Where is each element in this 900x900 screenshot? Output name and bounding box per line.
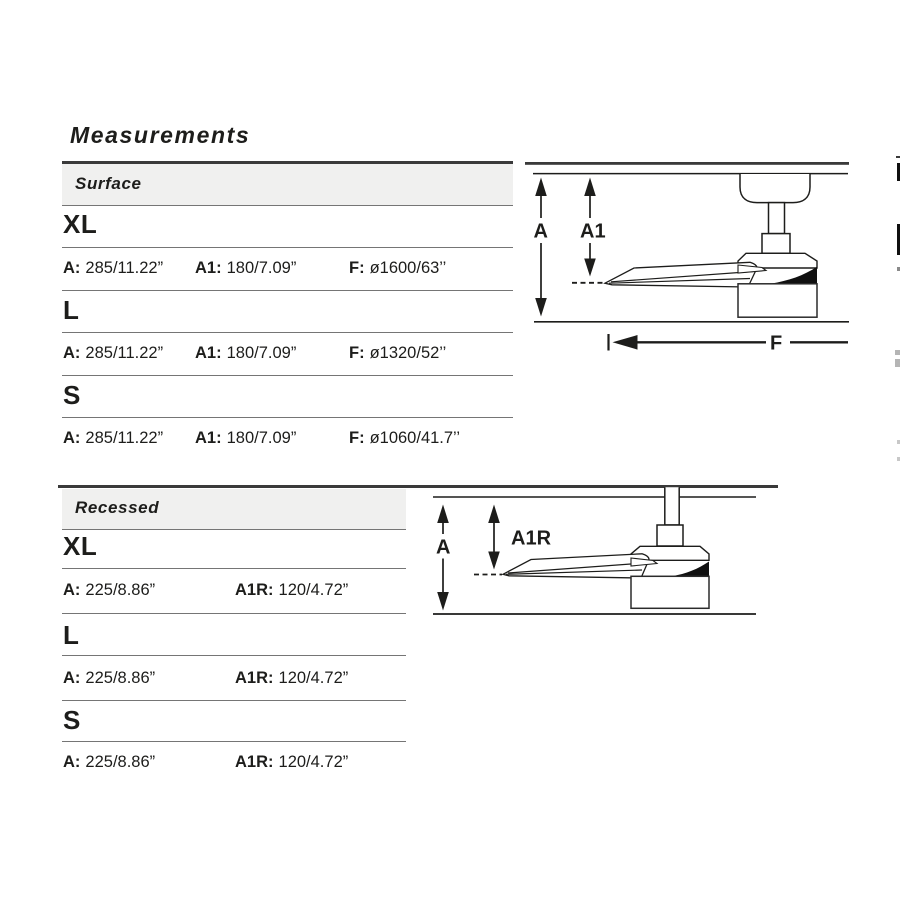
spec-label: A: [63,259,81,277]
spec-a1r [235,580,348,600]
spec-a [63,343,163,363]
spec-value: 120/4.72” [278,581,349,599]
spec-value: ø1600/63’’ [369,259,447,277]
canopy [740,174,810,203]
surface-size-l: L [63,295,80,325]
spec-a [63,580,155,600]
rod-coupler [762,234,790,254]
spec-value: ø1060/41.7’’ [369,429,461,447]
spec-label: A: [63,581,81,599]
dimension-arrow-f [609,334,849,351]
spec-value: 180/7.09” [226,259,297,277]
recessed-size-xl: XL [63,531,98,561]
spec-value: 225/8.86” [85,581,156,599]
spec-label: A1R: [235,669,274,687]
rule [62,613,406,614]
spec-value: 180/7.09” [226,429,297,447]
spec-a [63,752,155,772]
rule [62,568,406,569]
dim-label-a: A [533,220,548,243]
spec-a1r [235,752,348,772]
spec-f [349,428,460,448]
dimension-arrow-a [535,178,547,317]
dimension-arrow-a1r [488,505,500,570]
spec-value: 285/11.22” [85,429,164,447]
spec-a1 [195,258,296,278]
spec-a1r [235,668,348,688]
spec-value: 120/4.72” [278,669,349,687]
spec-value: 120/4.72” [278,753,349,771]
motor-body [631,576,709,608]
recessed-size-s: S [63,705,81,735]
dim-label-f: F [770,332,783,355]
spec-a1 [195,428,296,448]
spec-label: A: [63,753,81,771]
rule [62,417,513,418]
dim-label-a1r: A1R [511,527,552,550]
recessed-mount-diagram [425,480,765,622]
rule [62,700,406,701]
rule [62,529,406,530]
spec-label: A1R: [235,581,274,599]
ceiling-lines [525,162,849,174]
fan-blade [503,554,657,578]
rule [62,741,406,742]
rule [62,375,513,376]
cropped-edge-fragment [895,350,900,355]
hub-shade [672,562,709,577]
spec-value: 180/7.09” [226,344,297,362]
surface-size-s: S [63,380,81,410]
dim-label-a1: A1 [580,220,606,243]
spec-label: F: [349,429,365,447]
spec-label: A1: [195,344,222,362]
page-title: Measurements [70,122,251,148]
spec-label: F: [349,259,365,277]
rule [62,247,513,248]
spec-a1 [195,343,296,363]
motor-body [738,284,817,317]
cropped-edge-fragment [896,156,900,159]
spec-f [349,258,446,278]
recessed-l-specs [0,668,900,688]
surface-s-specs [0,428,900,448]
surface-header-band [62,164,513,205]
spec-label: A1R: [235,753,274,771]
spec-label: A1: [195,259,222,277]
spec-a [63,258,163,278]
dim-label-a: A [436,536,451,559]
spec-label: A: [63,429,81,447]
surface-size-xl: XL [63,209,98,239]
spec-label: F: [349,344,365,362]
spec-value: 285/11.22” [85,259,164,277]
spec-a [63,428,163,448]
rule [62,205,513,206]
rod-coupler [657,525,683,546]
rule [62,290,513,291]
surface-header-label: Surface [75,173,142,193]
spec-f [349,343,446,363]
cropped-edge-fragment [895,359,900,367]
spec-a [63,668,155,688]
surface-mount-diagram [520,155,855,360]
downrod [769,203,785,234]
spec-value: ø1320/52’’ [369,344,447,362]
spec-label: A: [63,669,81,687]
recessed-header-band [62,489,406,529]
spec-label: A1: [195,429,222,447]
recessed-s-specs [0,752,900,772]
spec-value: 225/8.86” [85,669,156,687]
spec-value: 285/11.22” [85,344,164,362]
recessed-header-label: Recessed [75,498,160,518]
recessed-size-l: L [63,620,80,650]
spec-value: 225/8.86” [85,753,156,771]
cropped-edge-fragment [897,163,900,181]
downrod [665,487,679,525]
hub-shade [771,267,817,284]
rule [62,332,513,333]
spec-label: A: [63,344,81,362]
rule [62,655,406,656]
